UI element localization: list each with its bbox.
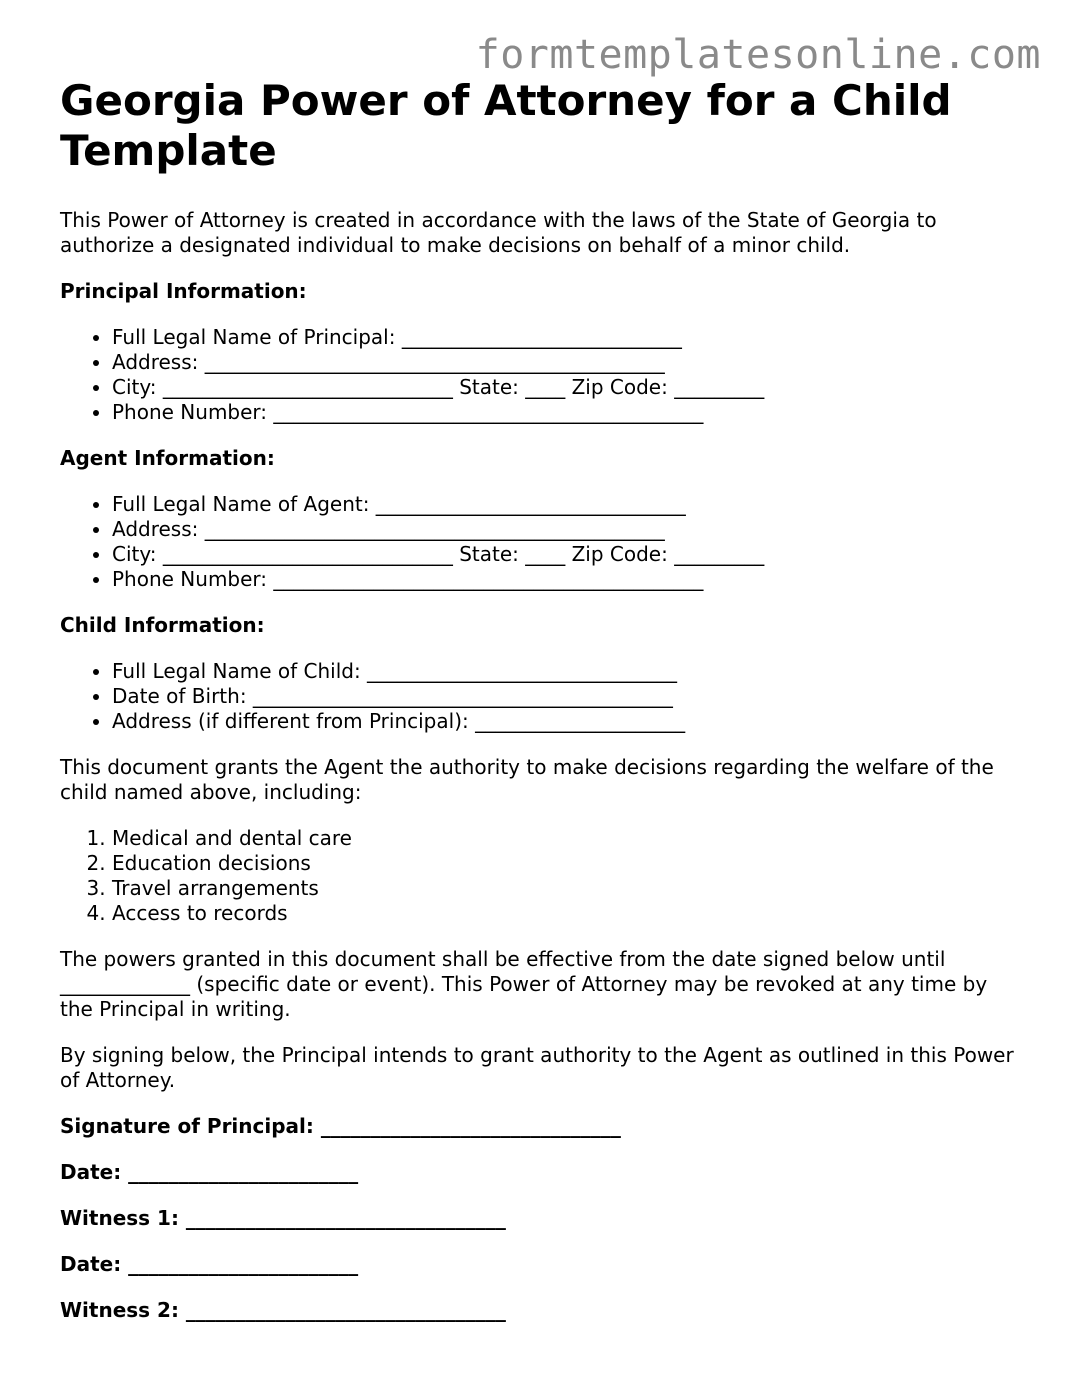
witness-1-line: Witness 1: ________________________________ xyxy=(60,1206,506,1230)
agent-address-field: • Address: ______________________________________________ xyxy=(112,517,1020,542)
child-address-field: • Address (if different from Principal): _____________________ xyxy=(112,709,1020,734)
child-heading: Child Information: xyxy=(60,613,265,637)
witness-2-line: Witness 2: ________________________________ xyxy=(60,1298,506,1322)
principal-date-line: Date: _______________________ xyxy=(60,1160,359,1184)
document-title: Georgia Power of Attorney for a Child Template xyxy=(60,76,952,175)
child-fields xyxy=(60,659,1020,734)
principal-phone-field: • Phone Number: ___________________________________________ xyxy=(112,400,1020,425)
agent-phone-field: • Phone Number: ___________________________________________ xyxy=(112,567,1020,592)
principal-name-field: • Full Legal Name of Principal: ____________________________ xyxy=(112,325,1020,350)
powers-list xyxy=(60,826,1020,926)
intro-paragraph: This Power of Attorney is created in accordance with the laws of the State of Georgia to authorize a designated individual to make decisions on behalf of a minor child. xyxy=(60,208,937,257)
agent-heading: Agent Information: xyxy=(60,446,275,470)
child-name-field: • Full Legal Name of Child: _______________________________ xyxy=(112,659,1020,684)
power-item: 2. Education decisions xyxy=(112,851,1020,876)
principal-heading: Principal Information: xyxy=(60,279,307,303)
power-item: 1. Medical and dental care xyxy=(112,826,1020,851)
grant-paragraph: This document grants the Agent the authority to make decisions regarding the welfare of the child named above, including: xyxy=(60,755,994,804)
agent-name-field: • Full Legal Name of Agent: _______________________________ xyxy=(112,492,1020,517)
witness-date-line: Date: _______________________ xyxy=(60,1252,359,1276)
principal-signature-line: Signature of Principal: ______________________________ xyxy=(60,1114,621,1138)
principal-address-field: • Address: ______________________________________________ xyxy=(112,350,1020,375)
power-item: 3. Travel arrangements xyxy=(112,876,1020,901)
power-item: 4. Access to records xyxy=(112,901,1020,926)
document-page xyxy=(60,76,1020,1323)
agent-fields xyxy=(60,492,1020,592)
effective-paragraph: The powers granted in this document shall be effective from the date signed below until _____________ (specific date or event). This Power of Attorney may be revoked at any time by the Principal in writing. xyxy=(60,947,988,1021)
child-dob-field: • Date of Birth: __________________________________________ xyxy=(112,684,1020,709)
watermark-text: formtemplatesonline.com xyxy=(475,32,1041,78)
principal-fields xyxy=(60,325,1020,425)
agent-city-field: • City: _____________________________ State: ____ Zip Code: _________ xyxy=(112,542,1020,567)
principal-city-field: • City: _____________________________ State: ____ Zip Code: _________ xyxy=(112,375,1020,400)
signing-paragraph: By signing below, the Principal intends to grant authority to the Agent as outlined in this Power of Attorney. xyxy=(60,1043,1014,1092)
